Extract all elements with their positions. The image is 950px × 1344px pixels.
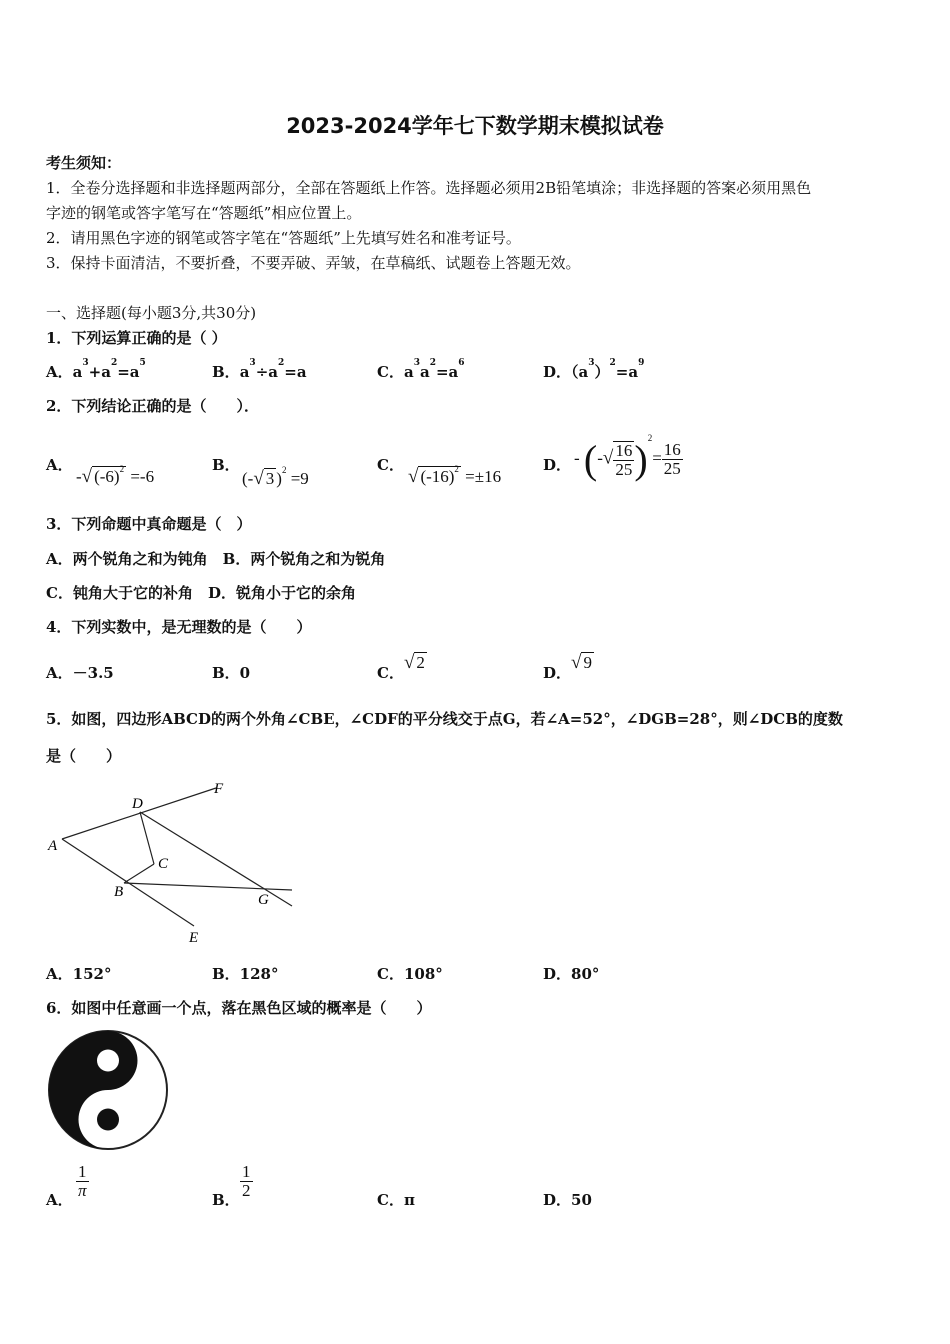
q1-option-d[interactable]: D．$(a^3)^2=a^9$ bbox=[543, 358, 645, 381]
point-g-label: G bbox=[258, 892, 269, 908]
q1-option-b[interactable]: B．$a^3\div a^2=a$ bbox=[212, 358, 307, 381]
q2-option-a-label[interactable]: A． bbox=[46, 456, 73, 474]
q5-stem-cont: 是（ ） bbox=[46, 747, 122, 765]
notice-line-1b: 字迹的钢笔或答字笔写在“答题纸”相应位置上。 bbox=[46, 204, 362, 222]
q2-stem: 2．下列结论正确的是（ ）． bbox=[46, 397, 259, 415]
q6-option-d[interactable]: D．50 bbox=[543, 1191, 592, 1209]
notice-heading: 考生须知： bbox=[46, 154, 122, 172]
q2-option-b-label[interactable]: B． bbox=[212, 456, 240, 474]
notice-line-1: 1．全卷分选择题和非选择题两部分，全部在答题纸上作答。选择题必须用2B铅笔填涂；非选择题的答案必须用黑色 bbox=[46, 179, 812, 197]
q4-option-c[interactable]: C．√ 2 bbox=[377, 652, 425, 682]
q2-option-d-label[interactable]: D． bbox=[543, 456, 572, 474]
point-c-label: C bbox=[158, 856, 169, 872]
q3-options-row-1[interactable]: A．两个锐角之和为钝角 B．两个锐角之和为锐角 bbox=[46, 550, 386, 568]
notice-line-2: 2．请用黑色字迹的钢笔或答字笔在“答题纸”上先填写姓名和准考证号。 bbox=[46, 229, 521, 247]
point-b-label: B bbox=[114, 884, 124, 900]
q6-option-b[interactable]: B． bbox=[212, 1191, 240, 1209]
q2-option-a-formula: -√ $(-6)^2 =-6$ bbox=[76, 464, 155, 487]
point-e-label: E bbox=[189, 930, 199, 946]
q4-option-a[interactable]: A．－3.5 bbox=[46, 664, 114, 682]
q5-option-b[interactable]: B．128° bbox=[212, 965, 279, 983]
q1-option-c[interactable]: C．$a^3a^2=a^6$ bbox=[377, 358, 465, 381]
q5-option-d[interactable]: D．80° bbox=[543, 965, 600, 983]
point-a-label: A bbox=[48, 838, 58, 854]
point-f-label: F bbox=[214, 781, 224, 797]
q6-stem: 6．如图中任意画一个点，落在黑色区域的概率是（ ） bbox=[46, 999, 432, 1017]
q6-option-c[interactable]: C．π bbox=[377, 1191, 415, 1209]
q5-option-a[interactable]: A．152° bbox=[46, 965, 112, 983]
q1-stem: 1．下列运算正确的是（ ） bbox=[46, 329, 227, 347]
q6-option-b-formula: $\frac{1}{2}$ bbox=[242, 1162, 251, 1200]
page-title: 2023-2024学年七下数学期末模拟试卷 bbox=[286, 114, 664, 138]
q6-option-a-formula: $\frac{1}{\pi}$ bbox=[78, 1162, 87, 1200]
notice-line-3: 3．保持卡面清洁，不要折叠，不要弄破、弄皱，在草稿纸、试题卷上答题无效。 bbox=[46, 254, 581, 272]
q4-option-d[interactable]: D．√ 9 bbox=[543, 652, 592, 682]
q1-option-a[interactable]: A．$a^3+a^2=a^5$ bbox=[46, 358, 146, 381]
q2-option-c-label[interactable]: C． bbox=[377, 456, 404, 474]
q4-stem: 4．下列实数中，是无理数的是（ ） bbox=[46, 618, 312, 636]
q2-option-d-formula: - (-√ $\frac{16}{25}$ )$^2$= $\frac{16}{25}$ bbox=[574, 433, 681, 482]
q2-option-b-formula: (-√ 3 )$^2$ =9 bbox=[242, 465, 309, 489]
q4-option-b[interactable]: B．0 bbox=[212, 664, 251, 682]
q5-geometry-figure bbox=[44, 778, 300, 948]
section-heading: 一、选择题(每小题3分,共30分) bbox=[46, 304, 257, 322]
q6-option-a[interactable]: A． bbox=[46, 1191, 73, 1209]
q3-options-row-2[interactable]: C．钝角大于它的补角 D．锐角小于它的余角 bbox=[46, 584, 356, 602]
q2-option-c-formula: √ $(-16)^2 =\pm 16$ bbox=[408, 464, 502, 487]
q5-stem: 5．如图，四边形ABCD的两个外角∠CBE，∠CDF的平分线交于点G，若∠A=52°，∠DGB=28°，则∠DCB的度数 bbox=[46, 710, 843, 728]
q5-option-c[interactable]: C．108° bbox=[377, 965, 443, 983]
q3-stem: 3．下列命题中真命题是（ ） bbox=[46, 515, 252, 533]
point-d-label: D bbox=[132, 796, 143, 812]
yin-yang-figure bbox=[46, 1028, 170, 1152]
